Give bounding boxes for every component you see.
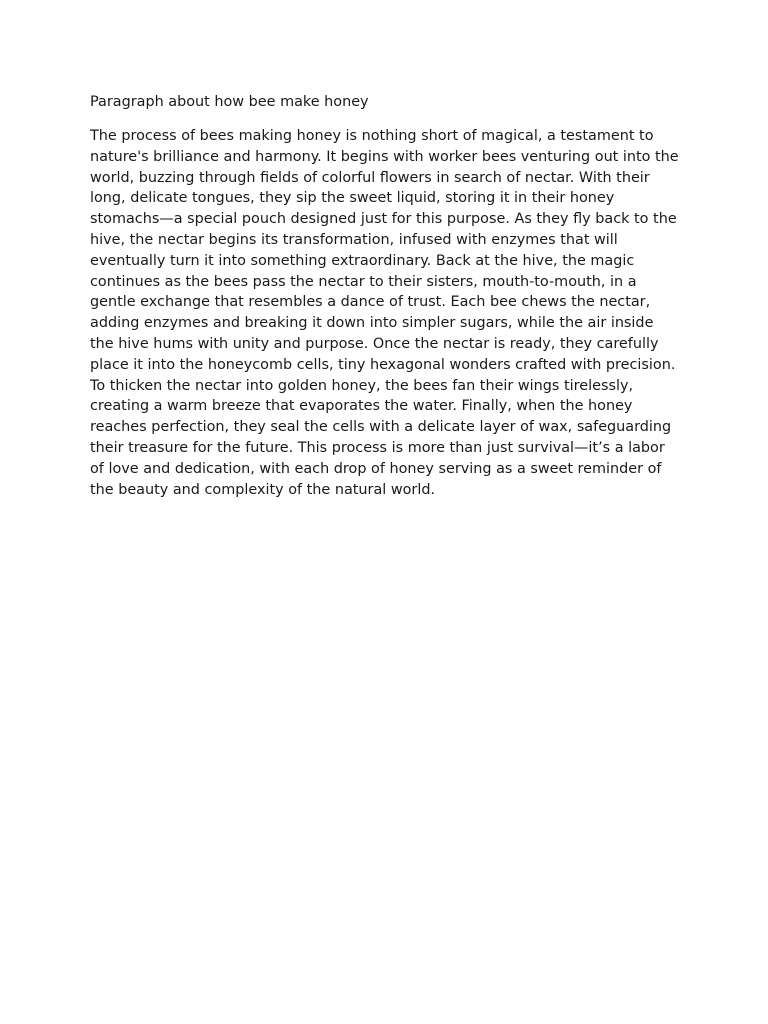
document-title: Paragraph about how bee make honey <box>90 94 369 110</box>
document-paragraph: The process of bees making honey is nothing short of magical, a testament to nature's brilliance and harmony. It begins with worker bees venturing out into the world, buzzing through fields of colorful flowers in search of nectar. With their long, delicate tongues, they sip the sweet liquid, storing it in their honey stomachs—a special pouch designed just for this purpose. As they fly back to the hive, the nectar begins its transformation, infused with enzymes that will eventually turn it into something extraordinary. Back at the hive, the magic continues as the bees pass the nectar to their sisters, mouth-to-mouth, in a gentle exchange that resembles a dance of trust. Each bee chews the nectar, adding enzymes and breaking it down into simpler sugars, while the air inside the hive hums with unity and purpose. Once the nectar is ready, they carefully place it into the honeycomb cells, tiny hexagonal wonders crafted with precision. To thicken the nectar into golden honey, the bees fan their wings tirelessly, creating a warm breeze that evaporates the water. Finally, when the honey reaches perfection, they seal the cells with a delicate layer of wax, safeguarding their treasure for the future. This process is more than just survival—it’s a labor of love and dedication, with each drop of honey serving as a sweet reminder of the beauty and complexity of the natural world. <box>90 128 679 498</box>
document-page <box>90 92 680 500</box>
